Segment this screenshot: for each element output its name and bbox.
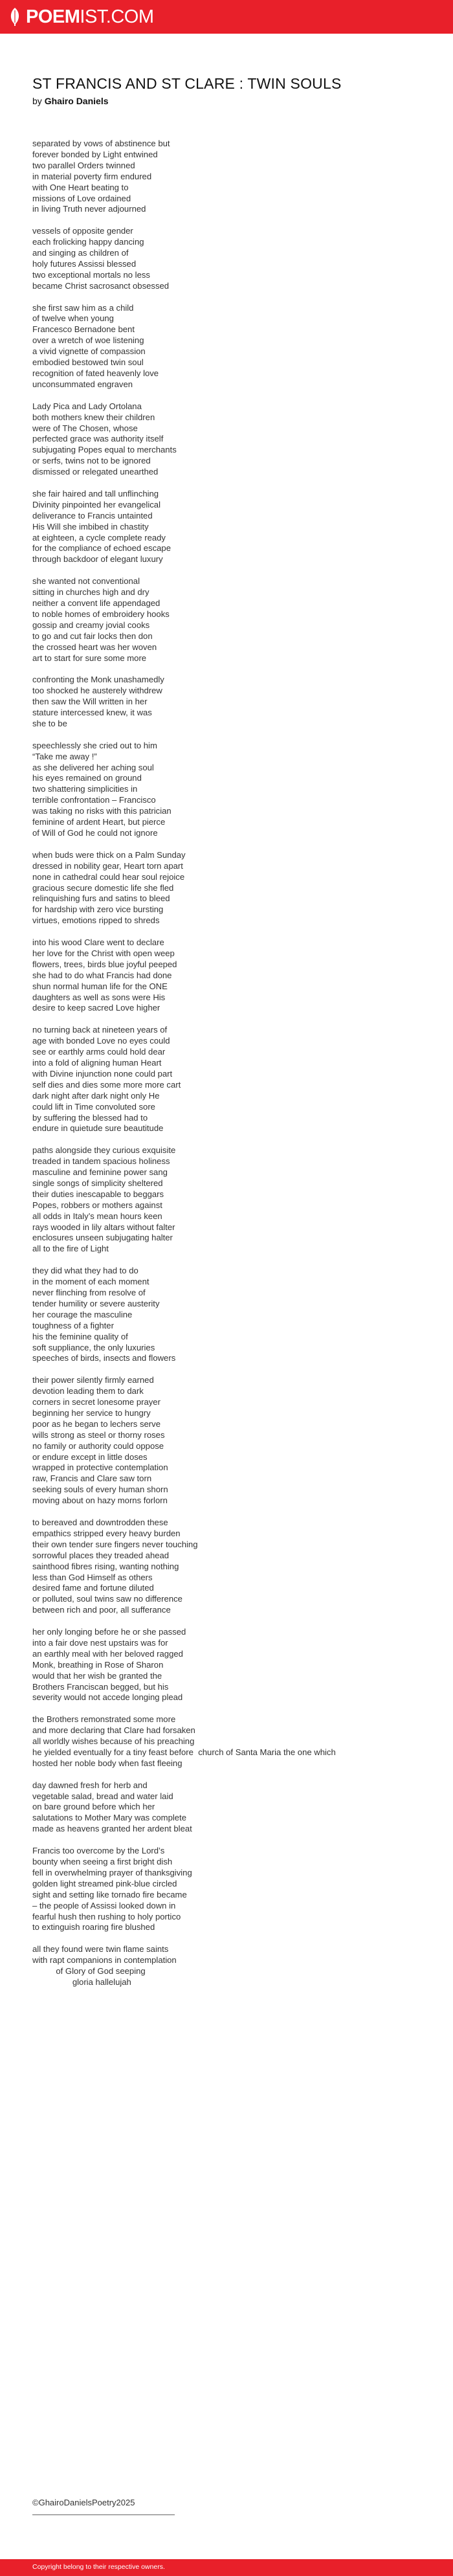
poem-line: “Take me away !” (32, 751, 97, 761)
poem-line: and more declaring that Clare had forsaken (32, 1725, 195, 1736)
poem-stanza (32, 576, 440, 664)
poem-line: shun normal human life for the ONE (32, 981, 168, 991)
poem-line: she to be (32, 718, 67, 728)
poem-line: raw, Francis and Clare saw torn (32, 1473, 152, 1484)
poem-line: virtues, emotions ripped to shreds (32, 915, 160, 926)
poem-line: two shattering simplicities in (32, 784, 138, 794)
poem-line: and singing as children of (32, 248, 129, 258)
poem-stanza (32, 1846, 440, 1933)
poem-line: wrapped in protective contemplation (32, 1462, 168, 1473)
poem-line: to extinguish roaring fire blushed (32, 1922, 155, 1932)
poem-line: dressed in nobility gear, Heart torn apart (32, 860, 183, 871)
poem-line: golden light streamed pink-blue circled (32, 1878, 177, 1888)
poem-line: their duties inescapable to beggars (32, 1189, 164, 1199)
poem-line: her courage the masculine (32, 1309, 133, 1319)
poem-line: rays wooded in lily altars without falter (32, 1222, 175, 1232)
poem-line: desire to keep sacred Love higher (32, 1003, 160, 1013)
poem-line: unconsummated engraven (32, 379, 133, 389)
poem-body (32, 139, 440, 1999)
poem-line: could lift in Time convoluted sore (32, 1101, 155, 1112)
poem-line: endure in quietude sure beautitude (32, 1123, 164, 1134)
poem-line: with rapt companions in contemplation (32, 1955, 177, 1966)
poem-stanza (32, 937, 440, 1014)
poem-stanza (32, 1266, 440, 1364)
poem-line: stature intercessed knew, it was (32, 708, 152, 718)
poem-line: or endure except in little doses (32, 1451, 148, 1462)
poem-line: perfected grace was authority itself (32, 434, 164, 444)
poem-line: missions of Love ordained (32, 193, 131, 203)
site-footer (0, 2559, 453, 2576)
poem-line: moving about on hazy morns forlorn (32, 1495, 168, 1506)
poem-line: confronting the Monk unashamedly (32, 675, 164, 685)
poem-line: His Will she imbibed in chastity (32, 521, 149, 532)
poem-line: never flinching from resolve of (32, 1287, 146, 1297)
site-header (0, 0, 453, 34)
poem-line: Brothers Franciscan begged, but his (32, 1681, 169, 1692)
by-prefix: by (32, 96, 42, 106)
poem-line: made as heavens granted her ardent bleat (32, 1824, 192, 1834)
poem-line: bounty when seeing a first bright dish (32, 1857, 173, 1866)
poem-line: less than God Himself as others (32, 1572, 153, 1582)
poem-stanza (32, 675, 440, 730)
poem-line: Francis too overcome by the Lord’s (32, 1846, 165, 1856)
poem-line: for the compliance of echoed escape (32, 543, 171, 554)
site-name: POEMIST.COM (26, 6, 154, 27)
poem-line: with One Heart beating to (32, 182, 129, 192)
poem-line: they did what they had to do (32, 1266, 138, 1276)
footer-text: Copyright belong to their respective owners. (32, 2563, 165, 2571)
poem-line: seeking souls of every human shorn (32, 1484, 168, 1495)
poem-line: at eighteen, a cycle complete ready (32, 532, 166, 543)
poem-line: Divinity pinpointed her evangelical (32, 499, 160, 510)
poem-line: all to the fire of Light (32, 1244, 109, 1254)
poem-line: she wanted not conventional (32, 576, 140, 587)
poem-line: her love for the Christ with open weep (32, 948, 175, 958)
poem-line: age with bonded Love no eyes could (32, 1036, 170, 1046)
poem-line: salutations to Mother Mary was complete (32, 1813, 186, 1823)
poem-stanza (32, 226, 440, 291)
poem-line: sitting in churches high and dry (32, 587, 149, 598)
poem-line: daughters as well as sons were His (32, 992, 166, 1002)
poem-line: the Brothers remonstrated some more (32, 1714, 176, 1725)
poem-line: over a wretch of woe listening (32, 335, 144, 346)
poem-line: speechlessly she cried out to him (32, 740, 157, 750)
poem-stanza (32, 401, 440, 478)
poem-line: he yielded eventually for a tiny feast before church of Santa Maria the one which (32, 1747, 336, 1757)
poem-line: self dies and dies some more more cart (32, 1079, 181, 1090)
poem-line: in material poverty firm endured (32, 171, 152, 181)
poem-line: with Divine injunction none could part (32, 1068, 173, 1079)
poem-line: an earthly meal with her beloved ragged (32, 1648, 183, 1659)
poem-line: to go and cut fair locks then don (32, 631, 153, 641)
poem-line: hosted her noble body when fast fleeing (32, 1758, 182, 1768)
poem-line: toughness of a fighter (32, 1320, 114, 1330)
poem-line: for hardship with zero vice bursting (32, 904, 164, 915)
poem-line: to bereaved and downtrodden these (32, 1517, 168, 1527)
poem-line: wills strong as steel or thorny roses (32, 1429, 165, 1440)
poem-line: all they found were twin flame saints (32, 1944, 169, 1954)
poem-copyright: ©GhairoDanielsPoetry2025 (32, 2498, 135, 2507)
poem-stanza (32, 1780, 440, 1835)
poem-line: each frolicking happy dancing (32, 237, 144, 247)
poem-line: holy futures Assissi blessed (32, 258, 137, 269)
poem-line: neither a convent life appendaged (32, 598, 160, 608)
poem-line: art to start for sure some more (32, 653, 147, 663)
poem-stanza (32, 1518, 440, 1616)
poem-stanza (32, 1944, 440, 1988)
poem-line: masculine and feminine power sang (32, 1167, 168, 1178)
poem-line: a vivid vignette of compassion (32, 346, 146, 357)
poem-line: soft suppliance, the only luxuries (32, 1342, 155, 1352)
poem-line: terrible confrontation – Francisco (32, 795, 156, 805)
poem-line: Popes, robbers or mothers against (32, 1200, 162, 1210)
site-logo[interactable] (8, 5, 154, 28)
poem-line: subjugating Popes equal to merchants (32, 445, 177, 455)
poem-line: through backdoor of elegant luxury (32, 554, 163, 565)
poem-line: Monk, breathing in Rose of Sharon (32, 1659, 164, 1670)
poem-line: deliverance to Francis untainted (32, 510, 153, 521)
poem-line: see or earthly arms could hold dear (32, 1047, 166, 1057)
poem-stanza (32, 1714, 440, 1769)
author-link[interactable]: Ghairo Daniels (44, 96, 109, 106)
poem-stanza (32, 489, 440, 565)
poem-line: on bare ground before which her (32, 1802, 155, 1812)
poem-stanza (32, 741, 440, 839)
poem-line: were of The Chosen, whose (32, 423, 138, 433)
poem-line: was taking no risks with this patrician (32, 806, 171, 816)
poem-line: feminine of ardent Heart, but pierce (32, 817, 166, 827)
poem-line: she fair haired and tall unflinching (32, 488, 159, 498)
poem-stanza (32, 1145, 440, 1255)
poem-line: dark night after dark night only He (32, 1090, 160, 1101)
poem-line: gloria hallelujah (32, 1977, 131, 1987)
poem-line: speeches of birds, insects and flowers (32, 1353, 176, 1363)
poem-line: – the people of Assissi looked down in (32, 1900, 176, 1910)
poem-line: in the moment of each moment (32, 1277, 149, 1287)
byline (32, 96, 109, 106)
poem-line: or serfs, twins not to be ignored (32, 456, 151, 466)
poem-line: none in cathedral could hear soul rejoice (32, 871, 185, 882)
poem-line: forever bonded by Light entwined (32, 149, 158, 159)
poem-line: his eyes remained on ground (32, 773, 142, 783)
poem-line: relinquishing furs and satins to bleed (32, 893, 170, 904)
poem-line: as she delivered her aching soul (32, 762, 154, 772)
poem-line: separated by vows of abstinence but (32, 139, 170, 148)
poem-line: she first saw him as a child (32, 302, 134, 313)
poem-line: too shocked he austerely withdrew (32, 686, 162, 696)
poem-line: sorrowful places they treaded ahead (32, 1550, 170, 1560)
poem-line: empathics stripped every heavy burden (32, 1528, 181, 1538)
poem-line: would that her wish be granted the (32, 1670, 162, 1681)
poem-line: two exceptional mortals no less (32, 269, 150, 280)
poem-line: became Christ sacrosanct obsessed (32, 280, 170, 291)
poem-stanza (32, 850, 440, 926)
poem-line: no family or authority could oppose (32, 1440, 164, 1451)
poem-line: in living Truth never adjourned (32, 204, 146, 214)
poem-line: Francesco Bernadone bent (32, 324, 135, 335)
poem-line: by suffering the blessed had to (32, 1112, 148, 1123)
poem-line: sight and setting like tornado fire became (32, 1889, 187, 1899)
poem-line: vegetable salad, bread and water laid (32, 1791, 173, 1801)
poem-line: vessels of opposite gender (32, 226, 133, 236)
poem-line: recognition of fated heavenly love (32, 368, 159, 378)
poem-line: their own tender sure fingers never touching (32, 1539, 198, 1549)
poem-stanza (32, 303, 440, 390)
poem-line: into his wood Clare went to declare (32, 937, 164, 948)
poem-line: two parallel Orders twinned (32, 160, 135, 170)
poem-line: of Glory of God seeping (32, 1966, 146, 1977)
poem-line: severity would not accede longing plead (32, 1692, 183, 1703)
poem-stanza (32, 139, 440, 215)
poem-line: beginning her service to hungry (32, 1407, 151, 1418)
divider (32, 2514, 175, 2515)
poem-stanza (32, 1025, 440, 1134)
poem-line: the crossed heart was her woven (32, 642, 157, 652)
poem-line: when buds were thick on a Palm Sunday (32, 849, 186, 860)
poem-line: embodied bestowed twin soul (32, 357, 144, 368)
poem-line: flowers, trees, birds blue joyful peeped (32, 959, 177, 969)
poem-line: single songs of simplicity sheltered (32, 1178, 163, 1188)
poem-line: enclosures unseen subjugating halter (32, 1233, 173, 1243)
poem-line: then saw the Will written in her (32, 697, 148, 707)
poem-line: devotion leading them to dark (32, 1386, 144, 1396)
poem-line: all odds in Italy’s mean hours keen (32, 1211, 162, 1221)
poem-title: ST FRANCIS AND ST CLARE : TWIN SOULS (32, 75, 342, 92)
poem-line: both mothers knew their children (32, 412, 155, 422)
poem-line: desired fame and fortune diluted (32, 1583, 154, 1593)
poem-line: tender humility or severe austerity (32, 1298, 160, 1308)
poem-line: his the feminine quality of (32, 1331, 128, 1341)
poem-line: her only longing before he or she passed (32, 1627, 186, 1637)
poem-line: between rich and poor, all sufferance (32, 1605, 171, 1615)
poem-line: poor as he began to lechers serve (32, 1418, 160, 1429)
poem-line: corners in secret lonesome prayer (32, 1397, 160, 1407)
quill-feather-icon (8, 7, 22, 27)
poem-line: gossip and creamy jovial cooks (32, 620, 150, 630)
poem-line: paths alongside they curious exquisite (32, 1145, 176, 1156)
poem-line: treaded in tandem spacious holiness (32, 1156, 170, 1167)
poem-line: fearful hush then rushing to holy portico (32, 1911, 181, 1921)
poem-line: no turning back at nineteen years of (32, 1025, 168, 1035)
poem-line: of Will of God he could not ignore (32, 827, 158, 838)
poem-line: their power silently firmly earned (32, 1375, 154, 1385)
poem-line: sainthood fibres rising, wanting nothing (32, 1561, 179, 1571)
poem-line: all worldly wishes because of his preaching (32, 1736, 195, 1747)
poem-line: into a fold of aligning human Heart (32, 1057, 162, 1068)
poem-line: into a fair dove nest upstairs was for (32, 1637, 168, 1648)
poem-stanza (32, 1375, 440, 1506)
poem-line: or polluted, soul twins saw no difference (32, 1594, 182, 1604)
poem-line: dismissed or relegated unearthed (32, 467, 159, 477)
poem-line: to noble homes of embroidery hooks (32, 609, 170, 619)
poem-line: of twelve when young (32, 313, 114, 324)
poem-line: gracious secure domestic life she fled (32, 882, 174, 893)
poem-line: fell in overwhelming prayer of thanksgiving (32, 1867, 192, 1877)
poem-line: day dawned fresh for herb and (32, 1780, 148, 1790)
poem-line: she had to do what Francis had done (32, 970, 172, 980)
poem-line: Lady Pica and Lady Ortolana (32, 401, 142, 411)
poem-stanza (32, 1627, 440, 1703)
